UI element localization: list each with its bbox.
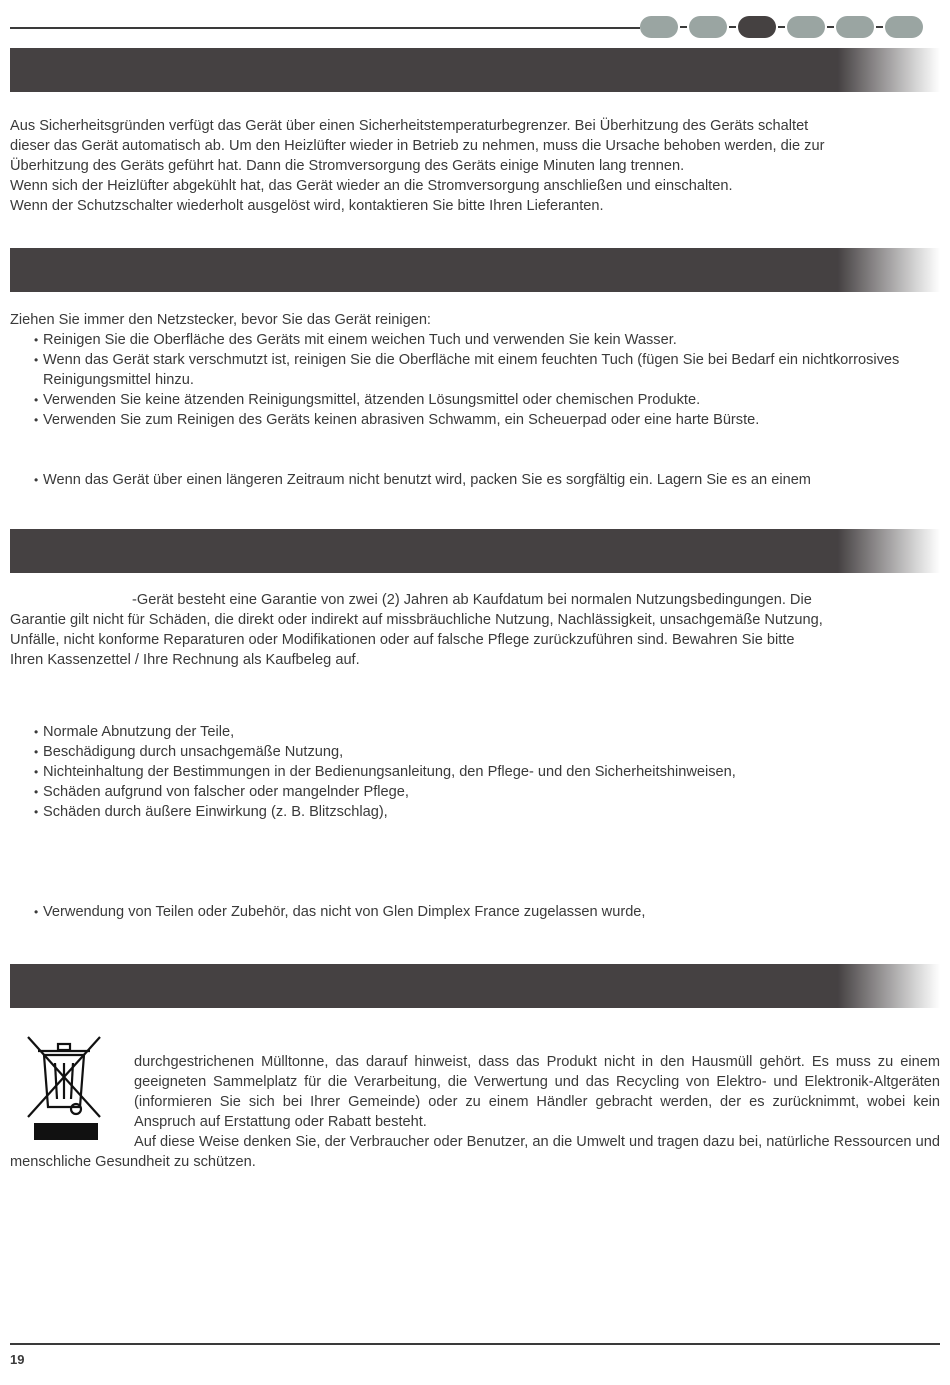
warranty-exclusions-list	[34, 722, 934, 822]
cleaning-list	[34, 330, 934, 430]
text-line: Wenn der Schutzschalter wiederholt ausgelöst wird, kontaktieren Sie bitte Ihren Lieferanten.	[10, 198, 604, 214]
nav-step-4	[787, 16, 825, 38]
nav-step-5	[836, 16, 874, 38]
storage-list	[34, 470, 934, 490]
text-line: dieser das Gerät automatisch ab. Um den Heizlüfter wieder in Betrieb zu nehmen, muss die Ursache behoben werden, die zur	[10, 138, 825, 154]
text-line: Ihren Kassenzettel / Ihre Rechnung als Kaufbeleg auf.	[10, 652, 360, 668]
nav-dash	[778, 26, 785, 28]
list-item: • Verwendung von Teilen oder Zubehör, das nicht von Glen Dimplex France zugelassen wurde,	[34, 902, 934, 922]
list-item: • Wenn das Gerät über einen längeren Zeitraum nicht benutzt wird, packen Sie es sorgfältig ein. Lagern Sie es an einem	[34, 470, 934, 490]
text-line: Unfälle, nicht konforme Reparaturen oder Modifikationen oder auf falsche Pflege zurückzuführen sind. Bewahren Sie bitte	[10, 632, 795, 648]
chapter-navigation	[640, 16, 940, 38]
list-item: • Reinigen Sie die Oberfläche des Geräts mit einem weichen Tuch und verwenden Sie kein Wasser.	[34, 330, 934, 350]
text-line: Aus Sicherheitsgründen verfügt das Gerät über einen Sicherheitstemperaturbegrenzer. Bei Überhitzung des Geräts schaltet	[10, 118, 809, 134]
page-number: 19	[10, 1352, 25, 1367]
header-rule	[10, 27, 640, 29]
list-item: • Beschädigung durch unsachgemäße Nutzung,	[34, 742, 934, 762]
list-item: • Wenn das Gerät stark verschmutzt ist, reinigen Sie die Oberfläche mit einem feuchten Tuch (fügen Sie bei Bedarf ein nichtkorrosives Reinigungsmittel hinzu.	[34, 350, 934, 390]
overheat-text	[10, 116, 940, 216]
list-item: • Verwenden Sie zum Reinigen des Geräts keinen abrasiven Schwamm, ein Scheuerpad oder eine harte Bürste.	[34, 410, 934, 430]
nav-dash	[680, 26, 687, 28]
crossed-out-wheelie-bin-icon	[24, 1033, 104, 1141]
text-line: -Gerät besteht eine Garantie von zwei (2) Jahren ab Kaufdatum bei normalen Nutzungsbedingungen. Die	[132, 592, 812, 608]
nav-step-3-active	[738, 16, 776, 38]
section-header-bar-disposal	[10, 964, 940, 1008]
disposal-text: durchgestrichenen Mülltonne, das darauf hinweist, dass das Produkt nicht in den Hausmüll gehört. Es muss zu einem geeigneten Sammelplatz für die Verarbeitung, die Verwertung und das Recycling von Elektro- und Elektronik-Altgeräten (informieren Sie sich bei Ihrer Gemeinde) oder zu einem Händler gebracht werden, der es zurücknimmt, wobei kein Anspruch auf Erstattung oder Rabatt besteht.	[134, 1054, 940, 1130]
disposal-text-tail: Auf diese Weise denken Sie, der Verbraucher oder Benutzer, an die Umwelt und tragen dazu bei, natürliche Ressourcen und menschliche Gesundheit zu schützen.	[10, 1134, 940, 1170]
warranty-exclusions-list-2	[34, 902, 934, 922]
section-header-bar-warranty	[10, 529, 940, 573]
nav-dash	[876, 26, 883, 28]
list-item: • Schäden durch äußere Einwirkung (z. B. Blitzschlag),	[34, 802, 934, 822]
nav-step-2	[689, 16, 727, 38]
text-line: Wenn sich der Heizlüfter abgekühlt hat, das Gerät wieder an die Stromversorgung anschließen und einschalten.	[10, 178, 733, 194]
text-line: Überhitzung des Geräts geführt hat. Dann die Stromversorgung des Geräts einige Minuten lang trennen.	[10, 158, 685, 174]
cleaning-intro: Ziehen Sie immer den Netzstecker, bevor Sie das Gerät reinigen:	[10, 312, 431, 328]
nav-step-6	[885, 16, 923, 38]
text-line: Garantie gilt nicht für Schäden, die direkt oder indirekt auf missbräuchliche Nutzung, Nachlässigkeit, unsachgemäße Nutzung,	[10, 612, 823, 628]
list-item: • Schäden aufgrund von falscher oder mangelnder Pflege,	[34, 782, 934, 802]
list-item: • Nichteinhaltung der Bestimmungen in der Bedienungsanleitung, den Pflege- und den Sicherheitshinweisen,	[34, 762, 934, 782]
footer-rule	[10, 1343, 940, 1345]
nav-dash	[827, 26, 834, 28]
list-item: • Normale Abnutzung der Teile,	[34, 722, 934, 742]
nav-dash	[729, 26, 736, 28]
list-item: • Verwenden Sie keine ätzenden Reinigungsmittel, ätzenden Lösungsmittel oder chemischen Produkte.	[34, 390, 934, 410]
warranty-text	[10, 590, 940, 670]
section-header-bar-cleaning	[10, 248, 940, 292]
section-header-bar-overheat	[10, 48, 940, 92]
nav-step-1	[640, 16, 678, 38]
